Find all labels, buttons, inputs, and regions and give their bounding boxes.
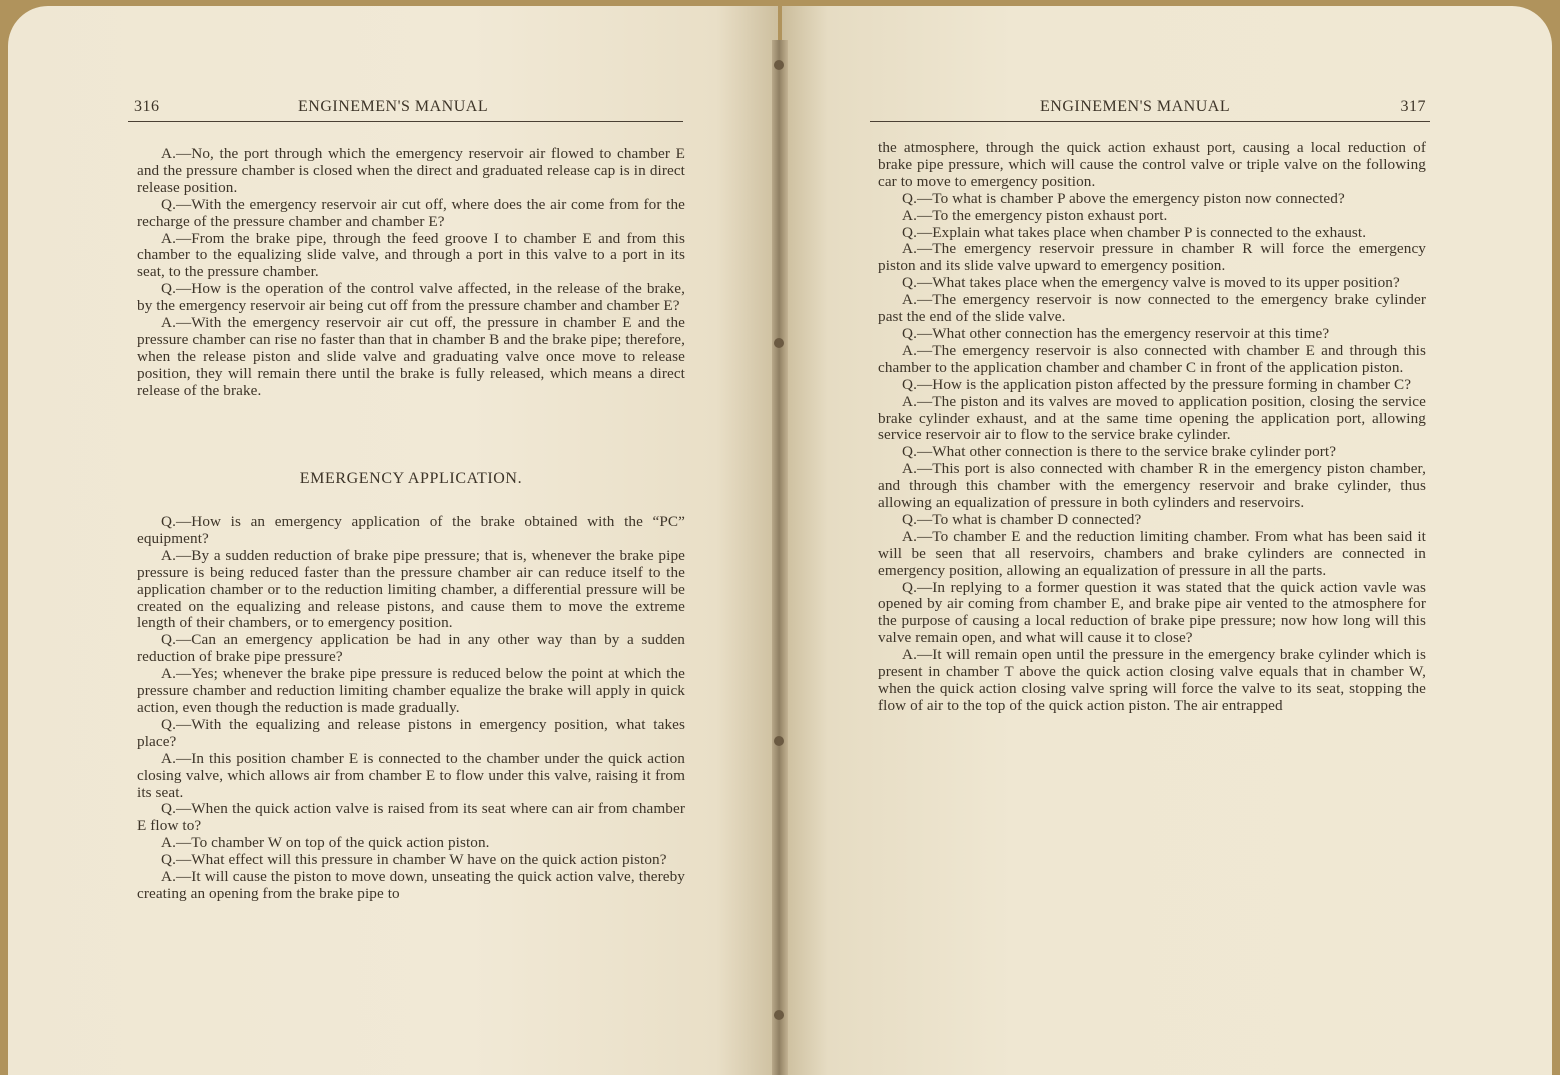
right-running-title: ENGINEMEN'S MANUAL <box>1040 98 1231 115</box>
paragraph: A.—The emergency reservoir is also connected with chamber E and through this chamber to the application chamber and chamber C in front of the application piston. <box>878 341 1426 376</box>
paragraph: Q.—With the emergency reservoir air cut off, where does the air come from for the recharge of the pressure chamber and chamber E? <box>137 195 685 230</box>
paragraph: Q.—With the equalizing and release pistons in emergency position, what takes place? <box>137 715 685 750</box>
left-page-number: 316 <box>134 98 160 115</box>
paragraph: A.—With the emergency reservoir air cut off, the pressure in chamber E and the pressure chamber can rise no faster than that in chamber B and the brake pipe; therefore, when the release piston and slide valve and graduating valve once move to release position, they will remain there until the brake is fully released, which means a direct release of the brake. <box>137 314 685 399</box>
left-page-header <box>128 92 683 122</box>
section-heading: EMERGENCY APPLICATION. <box>299 470 523 487</box>
paragraph: A.—From the brake pipe, through the feed groove I to chamber E and from this chamber to the equalizing slide valve, and through a port in this valve to a port in its seat, to the pressure chamber. <box>137 229 685 281</box>
paragraph: Q.—In replying to a former question it was stated that the quick action vavle was opened by air coming from chamber E, and brake pipe air vented to the atmosphere for the purpose of causing a local reduction of brake pipe pressure; now how long will this valve remain open, and what will cause it to close? <box>878 578 1426 647</box>
paragraph: A.—By a sudden reduction of brake pipe pressure; that is, whenever the brake pipe pressure is being reduced faster than the pressure chamber air can reduce itself to the application chamber or to the reduction limiting chamber, a differential pressure will be created on the equalizing and release pistons, and cause them to move the extreme length of their chambers, or to emergency position. <box>137 546 685 632</box>
paragraph: Q.—How is the operation of the control valve affected, in the release of the brake, by the emergency reservoir air being cut off from the pressure chamber and chamber E? <box>137 280 685 315</box>
paragraph: A.—To the emergency piston exhaust port. <box>902 206 1168 224</box>
paragraph: A.—Yes; whenever the brake pipe pressure is reduced below the point at which the pressure chamber and reduction limiting chamber equalize the brake will apply in quick action, even though the reduction is made gradually. <box>137 665 685 716</box>
left-text-block-top <box>137 146 685 400</box>
paragraph: A.—The emergency reservoir is now connected to the emergency brake cylinder past the end of the slide valve. <box>878 291 1426 326</box>
paragraph: A.—In this position chamber E is connected to the chamber under the quick action closing valve, which allows air from chamber E to flow under this valve, raising it from its seat. <box>137 749 685 801</box>
paragraph: A.—It will remain open until the pressure in the emergency brake cylinder which is present in chamber T above the quick action closing valve equals that in chamber W, when the quick action closing valve spring will force the valve to its seat, stopping the flow of air to the top of the quick action piston. The air entrapped <box>878 646 1426 714</box>
paragraph: A.—To chamber W on top of the quick action piston. <box>161 834 490 852</box>
left-running-title: ENGINEMEN'S MANUAL <box>298 98 489 115</box>
paragraph: A.—The piston and its valves are moved to application position, closing the service brake cylinder exhaust, and at the same time opening the application port, allowing service reservoir air to flow to the service brake cylinder. <box>878 392 1426 444</box>
spine-stitch <box>774 60 784 70</box>
spine-stitch <box>774 736 784 746</box>
paragraph: Q.—When the quick action valve is raised from its seat where can air from chamber E flow to? <box>137 800 685 835</box>
paragraph: Q.—How is an emergency application of the brake obtained with the “PC” equipment? <box>137 513 685 547</box>
paragraph: Q.—What other connection is there to the service brake cylinder port? <box>902 443 1337 461</box>
paragraph: Q.—What other connection has the emergency reservoir at this time? <box>902 324 1330 342</box>
paragraph: Q.—Can an emergency application be had in any other way than by a sudden reduction of brake pipe pressure? <box>137 631 685 666</box>
right-page-number: 317 <box>1400 98 1426 115</box>
paragraph: A.—No, the port through which the emergency reservoir air flowed to chamber E and the pressure chamber is closed when the direct and graduated release cap is in direct release position. <box>137 145 685 196</box>
paragraph: Q.—What effect will this pressure in chamber W have on the quick action piston? <box>161 851 667 869</box>
paragraph: A.—To chamber E and the reduction limiting chamber. From what has been said it will be seen that all reservoirs, chambers and brake cylinders are connected in emergency position, allowing an equalization of pressure in all the parts. <box>878 527 1426 579</box>
paragraph: Q.—To what is chamber D connected? <box>902 510 1142 528</box>
paragraph: Q.—To what is chamber P above the emergency piston now connected? <box>902 189 1345 207</box>
spine-stitch <box>774 1010 784 1020</box>
left-text-block-bottom <box>137 514 685 903</box>
paragraph: A.—This port is also connected with chamber R in the emergency piston chamber, and through this chamber with the emergency reservoir and brake cylinder, thus allowing an equalization of pressure in both cylinders and reservoirs. <box>878 460 1426 512</box>
right-text-block <box>878 140 1426 715</box>
paragraph: A.—The emergency reservoir pressure in chamber R will force the emergency piston and its slide valve upward to emergency position. <box>878 240 1426 275</box>
paragraph: the atmosphere, through the quick action exhaust port, causing a local reduction of brake pipe pressure, which will cause the control valve or triple valve on the following car to move to emergency position. <box>878 139 1426 190</box>
paragraph: Q.—What takes place when the emergency valve is moved to its upper position? <box>902 274 1400 292</box>
paragraph: A.—It will cause the piston to move down, unseating the quick action valve, thereby creating an opening from the brake pipe to <box>137 868 685 902</box>
paragraph: Q.—How is the application piston affected by the pressure forming in chamber C? <box>902 375 1412 393</box>
right-page-header <box>870 92 1430 122</box>
book-spine <box>772 40 788 1075</box>
paragraph: Q.—Explain what takes place when chamber P is connected to the exhaust. <box>902 223 1367 241</box>
spine-stitch <box>774 338 784 348</box>
